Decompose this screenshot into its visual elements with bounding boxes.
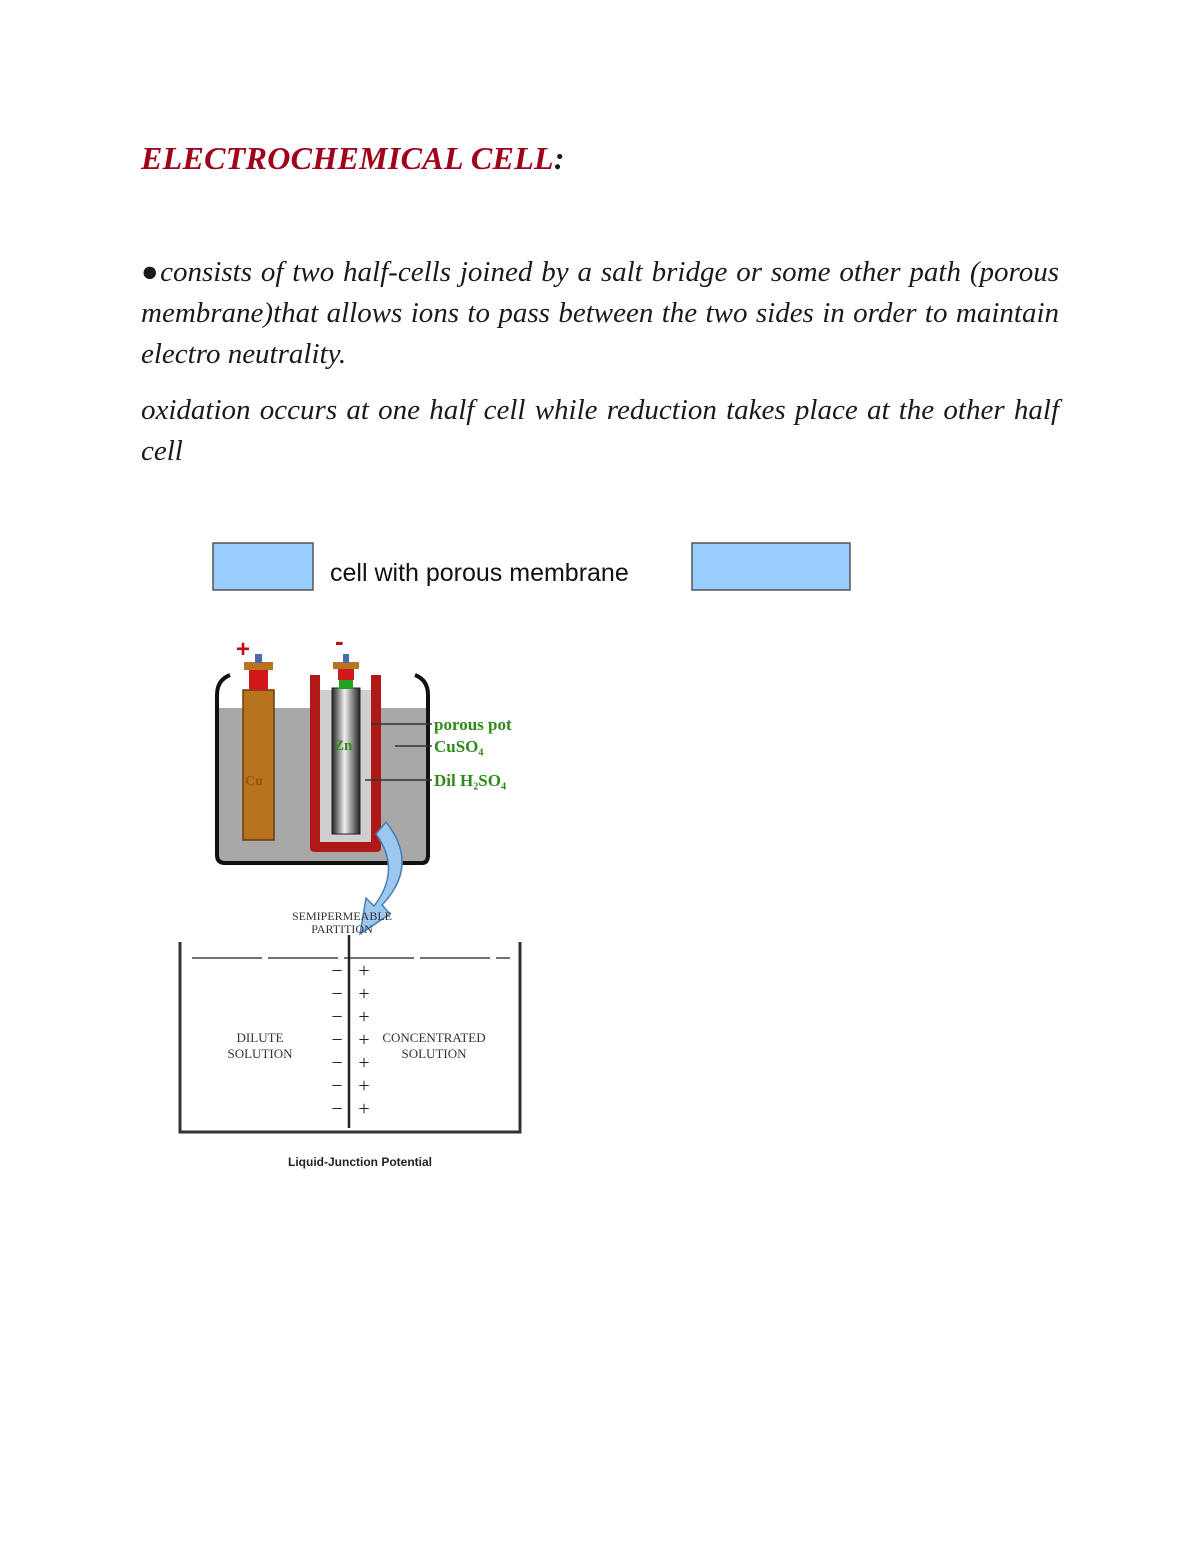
porous-pot-cell bbox=[217, 626, 512, 863]
zn-label: Zn bbox=[334, 738, 353, 754]
paragraph-oxidation-reduction: oxidation occurs at one half cell while reduction takes place at the other half cell bbox=[141, 394, 1059, 467]
negative-charge: − bbox=[331, 960, 343, 982]
concentrated-label-line2: SOLUTION bbox=[401, 1046, 467, 1061]
partition-label-line2: PARTITION bbox=[311, 922, 373, 936]
positive-charge: + bbox=[358, 983, 370, 1005]
concentrated-label-line1: CONCENTRATED bbox=[382, 1030, 486, 1045]
negative-charge: − bbox=[331, 1098, 343, 1120]
liquid-junction-diagram bbox=[180, 909, 520, 1169]
zinc-rod bbox=[332, 688, 360, 834]
heading-title: ELECTROCHEMICAL CELL bbox=[141, 140, 554, 176]
copper-terminal-cap bbox=[249, 668, 268, 690]
dilute-label-line1: DILUTE bbox=[236, 1030, 284, 1045]
negative-sign: - bbox=[335, 626, 344, 656]
negative-charge: − bbox=[331, 1006, 343, 1028]
paragraph-definition: ●consists of two half-cells joined by a salt bridge or some other path (porous membrane)that allows ions to pass between the two sides in order to maintain electro neutrality. bbox=[141, 256, 1059, 370]
negative-charge: − bbox=[331, 1052, 343, 1074]
page-heading bbox=[141, 140, 565, 177]
electrochemical-cell-figure bbox=[170, 530, 870, 1180]
cuso4-label: CuSO₄ bbox=[434, 737, 484, 756]
banner-title: cell with porous membrane bbox=[330, 559, 629, 587]
junction-caption: Liquid-Junction Potential bbox=[288, 1155, 432, 1169]
positive-charge: + bbox=[358, 1006, 370, 1028]
banner-left-box bbox=[213, 543, 313, 590]
banner-right-box bbox=[692, 543, 850, 590]
positive-charge: + bbox=[358, 1029, 370, 1051]
h2so4-label: Dil H₂SO₄ bbox=[434, 771, 507, 790]
porous-pot-label: porous pot bbox=[434, 715, 512, 734]
partition-label-line1: SEMIPERMEABLE bbox=[291, 909, 393, 923]
heading-colon: : bbox=[553, 140, 565, 176]
positive-sign: + bbox=[236, 636, 251, 663]
positive-charge: + bbox=[358, 1075, 370, 1097]
positive-charge: + bbox=[358, 1098, 370, 1120]
negative-charge: − bbox=[331, 1029, 343, 1051]
dilute-label-line2: SOLUTION bbox=[227, 1046, 293, 1061]
positive-charge: + bbox=[358, 960, 370, 982]
copper-terminal-top bbox=[244, 662, 273, 670]
cu-label: Cu bbox=[245, 774, 263, 789]
positive-charge: + bbox=[358, 1052, 370, 1074]
copper-rod bbox=[243, 690, 274, 840]
negative-charge: − bbox=[331, 1075, 343, 1097]
figure-banner bbox=[213, 543, 850, 590]
negative-charge: − bbox=[331, 983, 343, 1005]
